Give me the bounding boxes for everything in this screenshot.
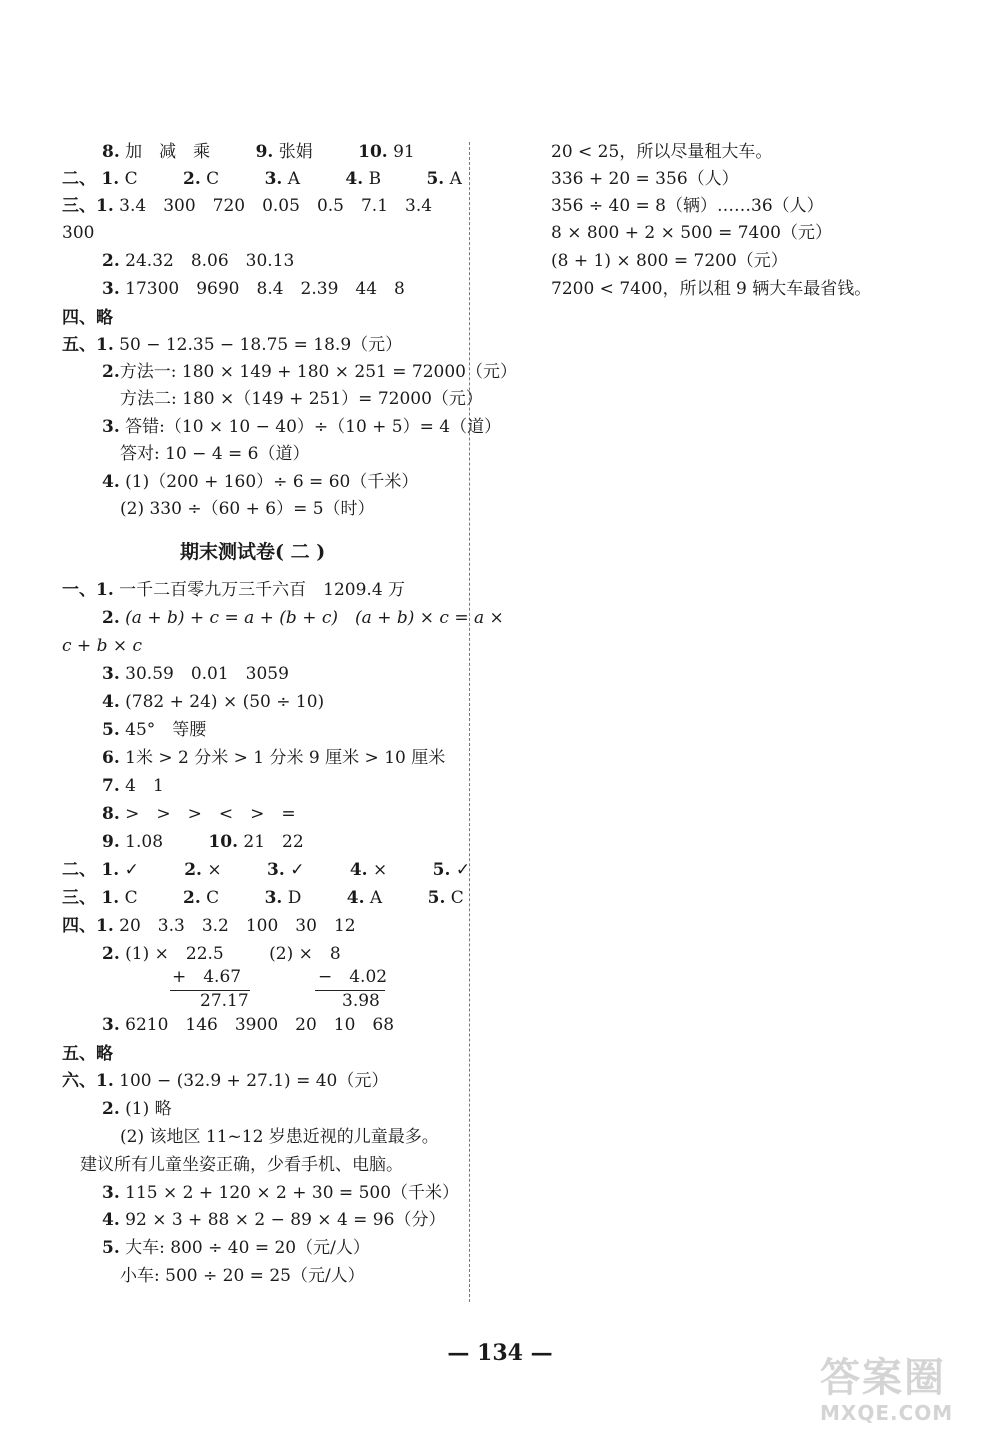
item-number: 2. xyxy=(102,251,120,271)
item-number: 3. xyxy=(102,1183,120,1203)
item-number: 3. xyxy=(264,888,283,908)
watermark-text: 答案圈 xyxy=(820,1355,946,1401)
answer-text: 1.08 xyxy=(125,832,164,852)
item-number: 1. xyxy=(96,335,114,355)
answer-text: (1) 略 xyxy=(125,1099,172,1119)
answer-text: A xyxy=(369,888,383,908)
vertical-calc-1-addend: + 4.67 xyxy=(172,967,242,987)
answer-line xyxy=(62,858,470,882)
column-divider xyxy=(469,142,470,1302)
item-number: 8. xyxy=(102,804,120,824)
answer-line: (8 + 1) × 800 = 7200（元） xyxy=(551,251,788,271)
vertical-calc-1: (1) × 22.5 xyxy=(125,944,224,964)
answer-line xyxy=(102,690,324,714)
answer-text: (a + b) + c = a + (b + c) (a + b) × c = a × xyxy=(125,608,504,628)
answer-text: 张娟 xyxy=(278,142,313,162)
answer-text: A xyxy=(449,169,462,189)
answer-text: 92 × 3 + 88 × 2 − 89 × 4 = 96（分） xyxy=(125,1210,446,1230)
answer-line xyxy=(102,1208,445,1232)
section-label: 三、 xyxy=(62,888,96,908)
item-number: 10. xyxy=(208,832,238,852)
watermark-logo xyxy=(820,1346,990,1426)
vertical-calc-1-result: 27.17 xyxy=(200,991,249,1011)
section-line: 五、略 xyxy=(62,1044,113,1064)
answer-text: C xyxy=(124,169,138,189)
item-number: 6. xyxy=(102,748,120,768)
section-title: 期末测试卷( 二 ) xyxy=(180,541,326,563)
page-number: — 134 — xyxy=(447,1340,553,1366)
answer-text: 加 减 乘 xyxy=(125,142,211,162)
answer-line xyxy=(102,662,289,686)
answer-line: 8 × 800 + 2 × 500 = 7400（元） xyxy=(551,223,832,243)
item-number: 3. xyxy=(102,664,120,684)
answer-text: 24.32 8.06 30.13 xyxy=(125,251,295,271)
answer-text: 1米 > 2 分米 > 1 分米 9 厘米 > 10 厘米 xyxy=(125,748,446,768)
item-number: 3. xyxy=(102,279,120,299)
item-number: 3. xyxy=(264,169,283,189)
watermark-url: MXQE.COM xyxy=(820,1401,954,1425)
answer-text: 20 3.3 3.2 100 30 12 xyxy=(119,916,356,936)
answer-line xyxy=(102,140,415,164)
section-label: 三、 xyxy=(62,196,96,216)
item-number: 7. xyxy=(102,776,120,796)
answer-text: C xyxy=(450,888,464,908)
item-number: 5. xyxy=(432,860,451,880)
answer-text: C xyxy=(124,888,138,908)
answer-line: (2) 330 ÷（60 + 6）= 5（时） xyxy=(120,499,375,519)
section-label: 五、 xyxy=(62,335,96,355)
answer-line xyxy=(102,1181,459,1205)
answer-line xyxy=(102,277,405,301)
answer-line xyxy=(62,1069,388,1093)
vertical-calc-2-result: 3.98 xyxy=(342,991,380,1011)
item-number: 1. xyxy=(96,916,114,936)
answer-text: 100 − (32.9 + 27.1) = 40（元） xyxy=(119,1071,389,1091)
answer-line xyxy=(102,830,304,854)
item-number: 9. xyxy=(102,832,120,852)
answer-text: 45° 等腰 xyxy=(125,720,207,740)
answer-line: 建议所有儿童坐姿正确，少看手机、电脑。 xyxy=(80,1155,403,1175)
item-number: 2. xyxy=(102,944,120,964)
answer-text: ✓ xyxy=(124,860,139,880)
item-number: 5. xyxy=(426,169,445,189)
item-number: 5. xyxy=(102,720,120,740)
answer-text: 答错:（10 × 10 − 40）÷（10 + 5）= 4（道） xyxy=(125,417,502,437)
item-number: 2. xyxy=(102,608,120,628)
item-number: 4. xyxy=(349,860,368,880)
answer-line: 336 + 20 = 356（人） xyxy=(551,169,739,189)
answer-line xyxy=(102,718,206,742)
answer-text: 6210 146 3900 20 10 68 xyxy=(125,1015,395,1035)
item-number: 4. xyxy=(346,888,365,908)
item-number: 2. xyxy=(102,1099,120,1119)
answer-text: × xyxy=(207,860,222,880)
answer-line xyxy=(62,914,356,938)
answer-text: 一千二百零九万三千六百 1209.4 万 xyxy=(119,580,406,600)
section-line: 四、略 xyxy=(62,308,113,328)
answer-text: A xyxy=(287,169,300,189)
answer-text: 大车: 800 ÷ 40 = 20（元/人） xyxy=(125,1238,370,1258)
answer-line: c + b × c xyxy=(62,636,143,656)
item-number: 10. xyxy=(358,142,388,162)
answer-line xyxy=(102,802,296,826)
answer-text: × xyxy=(373,860,388,880)
answer-line xyxy=(102,360,517,384)
section-label: 一、 xyxy=(62,580,96,600)
answer-text: 91 xyxy=(393,142,415,162)
answer-line xyxy=(62,333,402,357)
answer-text: (782 + 24) × (50 ÷ 10) xyxy=(125,692,325,712)
answer-text: 方法一: 180 × 149 + 180 × 251 = 72000（元） xyxy=(119,362,517,382)
answer-line: 小车: 500 ÷ 20 = 25（元/人） xyxy=(120,1266,365,1286)
item-number: 3. xyxy=(102,417,120,437)
answer-text: ✓ xyxy=(455,860,471,880)
answer-text: ✓ xyxy=(290,860,305,880)
answer-line xyxy=(102,1097,172,1121)
section-label: 二、 xyxy=(62,860,96,880)
item-number: 3. xyxy=(267,860,285,880)
item-number: 9. xyxy=(255,142,274,162)
item-number: 1. xyxy=(101,888,120,908)
answer-text: B xyxy=(368,169,382,189)
answer-text: 4 1 xyxy=(125,776,164,796)
answer-text: 115 × 2 + 120 × 2 + 30 = 500（千米） xyxy=(125,1183,460,1203)
answer-text: C xyxy=(206,169,220,189)
answer-text: > > > < > = xyxy=(125,804,296,824)
answer-line: 356 ÷ 40 = 8（辆）……36（人） xyxy=(551,196,824,216)
answer-line: 20 < 25，所以尽量租大车。 xyxy=(551,142,773,162)
item-number: 1. xyxy=(101,860,120,880)
item-number: 4. xyxy=(102,692,120,712)
item-number: 5. xyxy=(427,888,446,908)
answer-line xyxy=(102,1236,370,1260)
answer-line xyxy=(102,415,501,439)
answer-line: 300 xyxy=(62,223,95,243)
answer-text: 3.4 300 720 0.05 0.5 7.1 3.4 xyxy=(119,196,433,216)
answer-text: C xyxy=(206,888,220,908)
item-number: 1. xyxy=(96,1071,114,1091)
item-number: 5. xyxy=(102,1238,120,1258)
item-number: 8. xyxy=(102,142,120,162)
answer-line xyxy=(62,167,462,191)
item-number: 1. xyxy=(101,169,120,189)
answer-line xyxy=(102,249,294,273)
item-number: 4. xyxy=(102,472,120,492)
answer-line xyxy=(62,886,464,910)
answer-line: 方法二: 180 ×（149 + 251）= 72000（元） xyxy=(120,389,483,409)
answer-line: (2) 该地区 11~12 岁患近视的儿童最多。 xyxy=(120,1127,439,1147)
answer-line: 答对: 10 − 4 = 6（道） xyxy=(120,444,310,464)
section-label: 六、 xyxy=(62,1071,96,1091)
item-number: 3. xyxy=(102,1015,120,1035)
answer-text: (1)（200 + 160）÷ 6 = 60（千米） xyxy=(125,472,419,492)
answer-line xyxy=(102,606,504,630)
answer-text: D xyxy=(287,888,302,908)
item-number: 2. xyxy=(182,169,201,189)
answer-line xyxy=(102,746,445,770)
answer-line xyxy=(62,194,432,218)
answer-line xyxy=(102,470,418,494)
answer-text: 21 22 xyxy=(243,832,304,852)
item-number: 1. xyxy=(96,580,114,600)
item-number: 2. xyxy=(184,860,202,880)
item-number: 2. xyxy=(182,888,201,908)
answer-text: 30.59 0.01 3059 xyxy=(125,664,289,684)
answer-text: 50 − 12.35 − 18.75 = 18.9（元） xyxy=(119,335,403,355)
vertical-calc-2: (2) × 8 xyxy=(269,944,341,964)
answer-line xyxy=(102,1013,394,1037)
item-number: 1. xyxy=(96,196,114,216)
answer-line xyxy=(102,774,164,798)
item-number: 4. xyxy=(345,169,364,189)
item-number: 4. xyxy=(102,1210,120,1230)
section-label: 二、 xyxy=(62,169,96,189)
item-number: 2. xyxy=(102,362,120,382)
answer-line xyxy=(62,578,405,602)
answer-text: 17300 9690 8.4 2.39 44 8 xyxy=(125,279,405,299)
answer-line xyxy=(102,942,341,966)
answer-line: 7200 < 7400，所以租 9 辆大车最省钱。 xyxy=(551,279,872,299)
vertical-calc-2-subtrahend: − 4.02 xyxy=(318,967,388,987)
section-label: 四、 xyxy=(62,916,96,936)
